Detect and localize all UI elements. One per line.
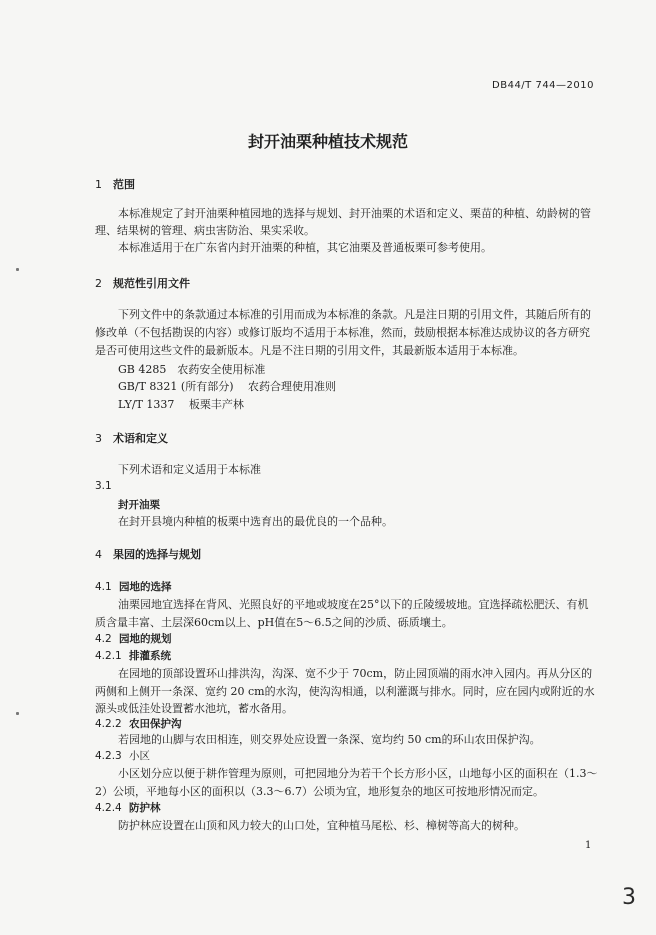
subsection-title: 农田保护沟 bbox=[129, 718, 182, 730]
section-1-paragraph-1: 本标准规定了封开油栗种植园地的选择与规划、封开油栗的术语和定义、栗苗的种植、幼龄树的管 bbox=[118, 207, 591, 220]
subsection-4-2-1-paragraph-cont: 两侧和上侧开一条深、宽约 20 cm的水沟，使沟沟相通，以利灌溉与排水。同时，应在园内或附近的水 bbox=[95, 685, 595, 698]
section-2-paragraph-1-cont: 修改单（不包括勘误的内容）或修订版均不适用于本标准，然而，鼓励根据本标准达成协议的各方研究 bbox=[95, 326, 590, 339]
subsection-4-2-2-heading bbox=[95, 716, 182, 731]
section-1-paragraph-1-cont: 理、结果树的管理、病虫害防治、果实采收。 bbox=[95, 224, 315, 237]
section-2-paragraph-1: 下列文件中的条款通过本标准的引用而成为本标准的条款。凡是注日期的引用文件，其随后所有的 bbox=[118, 308, 591, 321]
term-definition: 在封开县境内种植的板栗中选育出的最优良的一个品种。 bbox=[118, 515, 393, 528]
section-number: 3 bbox=[95, 432, 102, 445]
subsection-4-2-1-paragraph-cont2: 源头或低洼处设置蓄水池坑，蓄水备用。 bbox=[95, 702, 293, 715]
subsection-4-2-2-paragraph: 若园地的山脚与农田相连，则交界处应设置一条深、宽均约 50 cm的环山农田保护沟。 bbox=[118, 733, 541, 746]
section-number: 1 bbox=[95, 178, 102, 191]
subsection-4-1-heading bbox=[95, 579, 172, 594]
subsection-4-2-1-heading bbox=[95, 648, 171, 663]
subsection-title: 排灌系统 bbox=[129, 650, 171, 662]
section-3-heading bbox=[95, 430, 168, 446]
subsection-number: 4.2 bbox=[95, 633, 112, 645]
subsection-number: 4.2.1 bbox=[95, 650, 122, 662]
subsection-number: 4.1 bbox=[95, 581, 112, 593]
section-number: 2 bbox=[95, 277, 102, 290]
subsection-4-2-4-paragraph: 防护林应设置在山顶和风力较大的山口处，宜种植马尾松、杉、樟树等高大的树种。 bbox=[118, 819, 525, 832]
reference-item: GB 4285 农药安全使用标准 bbox=[118, 363, 266, 376]
subsection-title: 园地的规划 bbox=[119, 633, 172, 645]
subsection-number: 4.2.4 bbox=[95, 802, 122, 814]
subsection-number: 4.2.3 bbox=[95, 750, 122, 762]
subsection-4-2-3-paragraph-cont: 2）公顷，平地每小区的面积以（3.3～6.7）公顷为宜，地形复杂的地区可按地形情况而定。 bbox=[95, 785, 544, 798]
section-2-paragraph-1-cont2: 是否可使用这些文件的最新版本。凡是不注日期的引用文件，其最新版本适用于本标准。 bbox=[95, 344, 524, 357]
doc-number: DB44/T 744—2010 bbox=[492, 80, 594, 91]
subsection-4-2-heading bbox=[95, 631, 172, 646]
subsection-title: 小区 bbox=[129, 750, 150, 762]
scan-mark bbox=[16, 712, 19, 715]
subsection-4-1-paragraph: 油栗园地宜选择在背风、光照良好的平地或坡度在25°以下的丘陵缓坡地。宜选择疏松肥沃、有机 bbox=[118, 598, 589, 611]
scan-mark bbox=[16, 268, 19, 271]
subsection-4-2-4-heading bbox=[95, 800, 161, 815]
section-number: 4 bbox=[95, 548, 102, 561]
section-title: 范围 bbox=[113, 178, 135, 191]
subsection-4-2-3-heading bbox=[95, 748, 150, 763]
section-title: 术语和定义 bbox=[113, 432, 168, 445]
section-3-paragraph-1: 下列术语和定义适用于本标准 bbox=[118, 463, 261, 476]
reference-item: GB/T 8321 (所有部分) 农药合理使用准则 bbox=[118, 380, 336, 393]
subsection-number: 4.2.2 bbox=[95, 718, 122, 730]
page-title: 封开油栗种植技术规范 bbox=[247, 132, 408, 151]
section-4-heading bbox=[95, 546, 201, 562]
subsection-title: 防护林 bbox=[129, 802, 161, 814]
term-name: 封开油栗 bbox=[118, 499, 160, 511]
section-1-heading bbox=[95, 176, 135, 192]
subsection-4-2-1-paragraph: 在园地的顶部设置环山排洪沟，沟深、宽不少于 70cm，防止园顶端的雨水冲入园内。再从分区的 bbox=[118, 667, 593, 680]
subsection-4-1-paragraph-cont: 质含量丰富、土层深60cm以上、pH值在5～6.5之间的沙质、砾质壤土。 bbox=[95, 616, 453, 629]
subsection-4-2-3-paragraph: 小区划分应以便于耕作管理为原则，可把园地分为若干个长方形小区，山地每小区的面积在（1.3～ bbox=[118, 767, 598, 780]
section-1-paragraph-2: 本标准适用于在广东省内封开油栗的种植，其它油栗及普通板栗可参考使用。 bbox=[118, 241, 492, 254]
page-number: 1 bbox=[585, 840, 592, 851]
subsection-title: 园地的选择 bbox=[119, 581, 172, 593]
section-title: 规范性引用文件 bbox=[113, 277, 190, 290]
reference-item: LY/T 1337 板栗丰产林 bbox=[118, 398, 244, 411]
section-2-heading bbox=[95, 275, 190, 291]
corner-page-number: 3 bbox=[622, 885, 636, 910]
subsection-number: 3.1 bbox=[95, 480, 112, 492]
section-title: 果园的选择与规划 bbox=[113, 548, 201, 561]
